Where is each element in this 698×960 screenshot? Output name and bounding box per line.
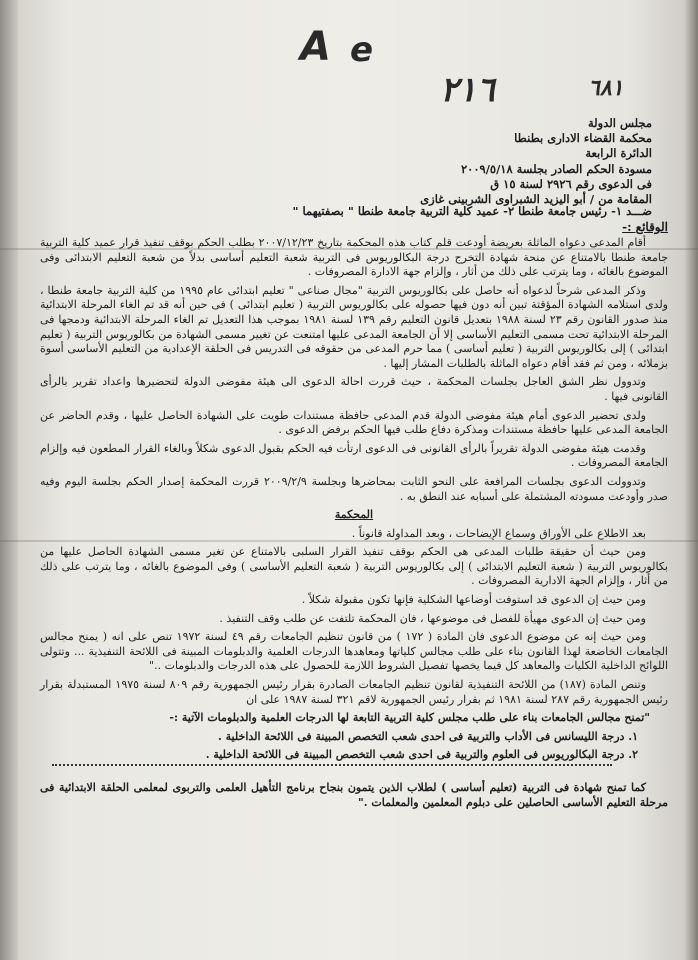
reasons-paragraph-3: ومن حيث إن الدعوى قد استوفت أوضاعها الشكلية فإنها تكون مقبولة شكلاً .	[301, 593, 646, 607]
page-left-edge	[0, 0, 18, 960]
reasons-paragraph-2: ومن حيث أن حقيقة طلبات المدعى هى الحكم بوقف تنفيذ القرار السلبى بالامتناع عن تغير مسمى الشهادة الحاصل عليها من بكالوريوس التربية ( شعبة التعليم الابتدائى ) إلى بكالوريوس التربية ( شعبة التعليم الأساسى ) وفى الموضوع بالغائه ، وما يترتب على ذلك من أثار ، وإلزام الجهة الادارية المصروفات .	[40, 545, 668, 588]
facts-paragraph-3: وتدوول نظر الشق العاجل بجلسات المحكمة ، حيث قررت احالة الدعوى الى هيئة مفوضى الدولة لتحضيرها واعداد تقرير بالرأى القانونى فيها .	[40, 375, 668, 403]
quoted-item-1: ١. درجة الليسانس فى الأداب والتربية فى احدى شعب التخصص المبينة فى اللائحة الداخلية .	[218, 729, 638, 743]
court-section-heading: المحكمة	[334, 508, 374, 522]
plaintiff-line: المقامة من / أبو اليزيد الشبراوى الشربينى غازى	[420, 192, 652, 207]
handwritten-number: ٢١٦	[440, 70, 495, 110]
facts-paragraph-6: وتدوولت الدعوى بجلسات المرافعة على النحو الثابت بمحاضرها وبجلسة ٢٠٠٩/٢/٩ قررت المحكمة إصدار الحكم بجلسة اليوم وفيه صدر وأودعت مسودته المشتملة على أسبابه عند النطق به .	[40, 474, 668, 503]
circuit-name: الدائرة الرابعة	[585, 146, 652, 161]
handwritten-mark-e: e	[350, 30, 374, 70]
handwritten-mark-a: A	[300, 24, 331, 70]
page-right-edge	[684, 0, 698, 960]
closing-paragraph: كما تمنح شهادة فى التربية (تعليم أساسى ) لطلاب الذين يتمون بنجاح برنامج التأهيل العلمى والتربوى لمعلمى الحلقة الابتدائية فى مرحلة التعليم الأساسى الحاصلين على دبلوم المعلمين والمعلمات ."	[40, 781, 668, 809]
reasons-paragraph-5: ومن حيث إنه عن موضوع الدعوى فان المادة ( ١٧٢ ) من قانون تنظيم الجامعات رقم ٤٩ لسنة ١٩٧٢ تنص على انه ( يمنح مجالس الجامعات الخاضعة لهذا القانون بناء على طلب مجالس كلياتها ومعاهدها الدرجات العلمية والدبلومات المبينة فى اللائحة التنفيذية ... وتتولى اللوائح الداخلية الكليات والمعاهد كل فيما يخصها تفصيل الشروط اللازمة للحصول على هذه الدرجات والدبلومات .."	[40, 630, 668, 673]
case-number: فى الدعوى رقم ٢٩٢٦ لسنة ١٥ ق	[490, 176, 652, 191]
document-body	[40, 236, 668, 814]
reasons-paragraph-1: بعد الاطلاع على الأوراق وسماع الإيضاحات ، وبعد المداولة قانوناً .	[351, 526, 646, 540]
facts-paragraph-1: أقام المدعى دعواه الماثلة بعريضة أودعت قلم كتاب هذه المحكمة بتاريخ ٢٠٠٧/١٢/٢٣ بطلب الحكم بوقف تنفيذ قرار عميد كلية التربية جامعة طنطا بالامتناع عن منحة شهادة التخرج درجة البكالوريوس فى التربية شعبة التعليم أساسى بدلاً من شعبة التعليم الابتدائى وفى الموضوع بالغائه ، وما يترتب على ذلك من أثار ، وإلزام جهة الادارة المصروفات .	[40, 236, 668, 279]
council-name: مجلس الدولة	[587, 116, 652, 130]
facts-paragraph-4: ولدى تحضير الدعوى أمام هيئة مفوضى الدولة قدم المدعى حافظة مستندات طويت على الشهادة الحاصل عليها ، وقدم الحاضر عن الجامعة المدعى عليها حافظة مستندات ومذكرة دفاع طلب فيها الحكم برفض الدعوى .	[40, 408, 668, 437]
handwritten-page-number: ٦٨١	[588, 76, 624, 101]
facts-heading: الوقائع :-	[622, 220, 668, 234]
quoted-article-intro: "تمنح مجالس الجامعات بناء على طلب مجلس كلية التربية التابعة لها الدرجات العلمية والدبلومات الآتية :-	[169, 711, 650, 725]
ruling-draft-date: مسودة الحكم الصادر بجلسة ٢٠٠٩/٥/١٨	[461, 161, 652, 176]
reasons-paragraph-6: وتنص المادة (١٨٧) من اللائحة التنفيذية لقانون تنظيم الجامعات الصادرة بقرار رئيس الجمهورية رقم ٨٠٩ لسنة ١٩٧٥ المستبدلة بقرار رئيس الجمهورية رقم ٢٨٧ لسنة ١٩٨١ ثم بقرار رئيس الجمهورية لاقم ٣٢١ لسنة ١٩٨٧ على ان	[40, 678, 668, 706]
document-header	[292, 116, 652, 207]
defendants-line: ضـــد ١- رئيس جامعة طنطا ٢- عميد كلية التربية جامعة طنطا " بصفتيهما "	[292, 204, 652, 218]
facts-paragraph-2: وذكر المدعى شرحاً لدعواه أنه حاصل على بكالوريوس التربية "مجال صناعى " تعليم ابتدائى عام ١٩٩٥ من كلية التربية جامعة طنطا ، ولدى استلامه الشهادة المؤقتة تبين أنه دون فيها حصوله على بكالوريوس التربية ( تعليم ابتدائى ) فى حين أنه قد تم الغاء المرحلة الابتدائية منذ صدور القانون رقم ٢٣ لسنة ١٩٨٨ بتعديل قانون التعليم رقم ١٣٩ لسنة ١٩٨١ بموجب هذا التعديل تم الغاء المرحلة الابتدائية ودمجها فى المرحلة الابتدائية تحت مسمى التعليم الأساسى إلا أن الجامعة المدعى عليها امتنعت عن تغيير مسمى الشهادة من بكالوريوس التربية ( تعليم ابتدائى ) إلى بكالوريوس التربية ( تعليم أساسى ) مما حرم المدعى من حقوقه فى التدريس فى الحلقة الإعدادية من التعليم الأساسى أسوة بزملائه ، ومن ثم فقد أقام دعواه الماثلة بالطلبات المشار إليها .	[40, 283, 669, 370]
quoted-item-2: ٢. درجة البكالوريوس فى العلوم والتربية فى احدى شعب التخصص المبينة فى اللائحة الداخلية .	[205, 748, 638, 762]
court-name: محكمة القضاء الادارى بطنطا	[514, 131, 652, 146]
reasons-paragraph-4: ومن حيث إن الدعوى مهيأة للفصل فى موضوعها ، فان المحكمة تلتفت عن طلب وقف التنفيذ .	[219, 611, 646, 625]
facts-paragraph-5: وقدمت هيئة مفوضى الدولة تقريراً بالرأى القانونى فى الدعوى ارتأت فيه الحكم بقبول الدعوى شكلاً وبالغاء القرار المطعون فيه وإلزام الجامعة المصروفات .	[40, 441, 668, 470]
dotted-separator	[52, 764, 612, 767]
